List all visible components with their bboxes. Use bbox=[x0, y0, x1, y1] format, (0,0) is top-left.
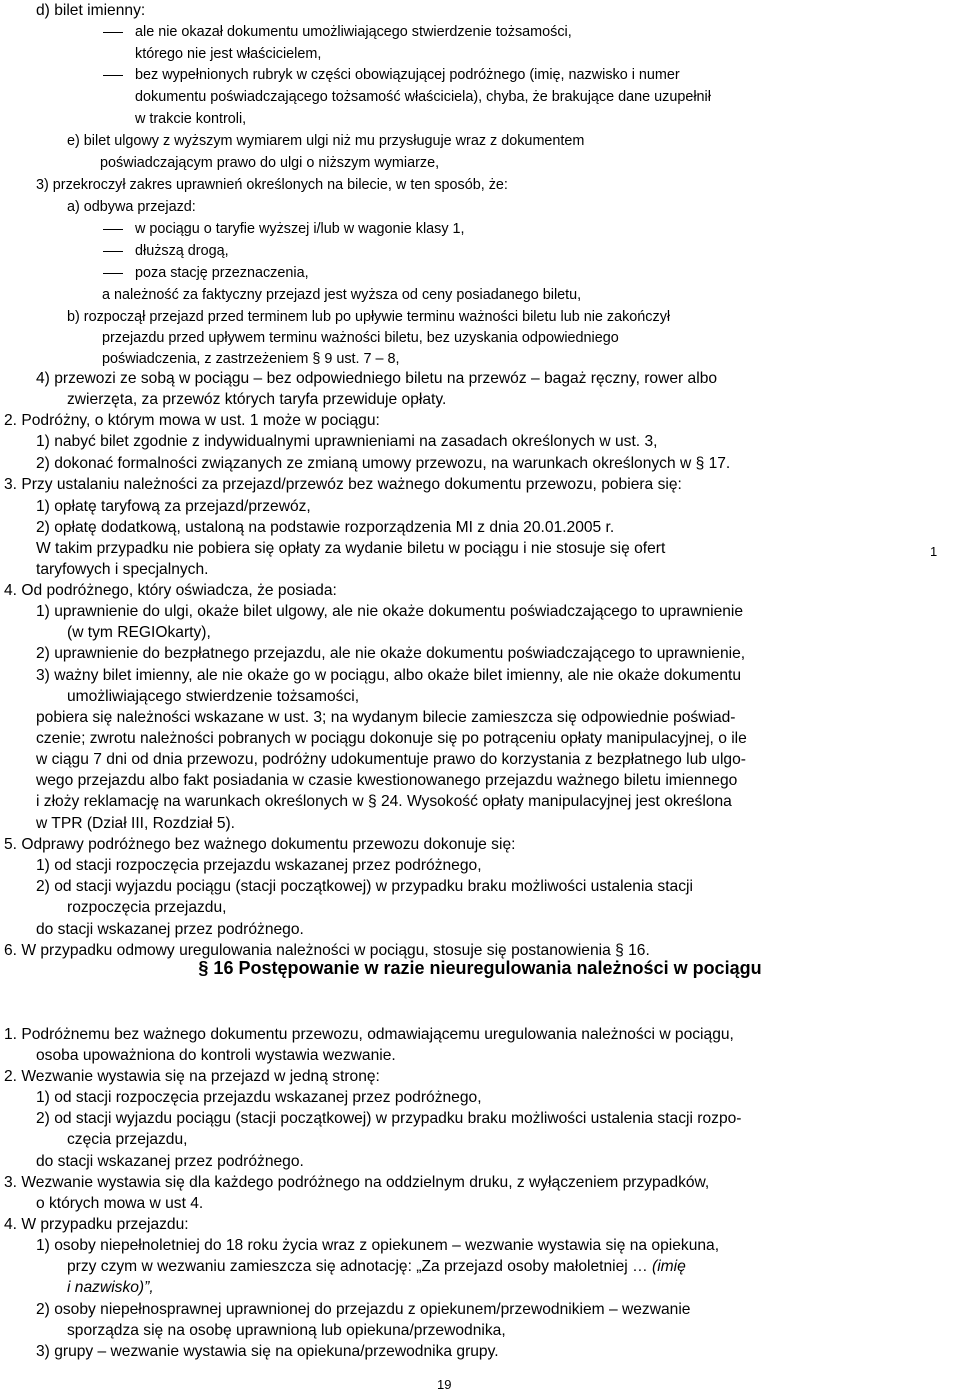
text-line: 3. Przy ustalaniu należności za przejazd/przewóz bez ważnego dokumentu przewozu, pobiera się: bbox=[4, 476, 682, 493]
text-line: osoba upoważniona do kontroli wystawia wezwanie. bbox=[36, 1047, 396, 1064]
text-line: 3) grupy – wezwanie wystawia się na opiekuna/przewodnika grupy. bbox=[36, 1343, 499, 1360]
text-line: do stacji wskazanej przez podróżnego. bbox=[36, 921, 304, 938]
text-line: częcia przejazdu, bbox=[67, 1131, 188, 1148]
text-line: i złoży reklamację na warunkach określonych w § 24. Wysokość opłaty manipulacyjnej jest określona bbox=[36, 793, 732, 810]
text-line: 3) ważny bilet imienny, ale nie okaże go w pociągu, albo okaże bilet imienny, ale nie okaże dokumentu bbox=[36, 667, 742, 684]
dash-bullet-icon bbox=[103, 75, 123, 76]
text-line: taryfowych i specjalnych. bbox=[36, 561, 209, 578]
text-line bbox=[67, 1256, 686, 1278]
dash-bullet-icon bbox=[103, 273, 123, 274]
text-line: 1) uprawnienie do ulgi, okaże bilet ulgowy, ale nie okaże dokumentu poświadczającego to uprawnienie bbox=[36, 603, 744, 620]
text-line: umożliwiającego stwierdzenie tożsamości, bbox=[67, 688, 360, 705]
text-line: wego przejazdu albo fakt posiadania w czasie kwestionowanego przejazdu ważnego biletu imiennego bbox=[36, 772, 738, 789]
dash-bullet-icon bbox=[103, 32, 123, 33]
text-line: 1) od stacji rozpoczęcia przejazdu wskazanej przez podróżnego, bbox=[36, 857, 482, 874]
text-line: bez wypełnionych rubryk w części obowiązującej podróżnego (imię, nazwisko i numer bbox=[135, 67, 680, 83]
text-line: do stacji wskazanej przez podróżnego. bbox=[36, 1153, 304, 1170]
dash-bullet-icon bbox=[103, 251, 123, 252]
text-line: 1. Podróżnemu bez ważnego dokumentu przewozu, odmawiającemu uregulowania należności w pociągu, bbox=[4, 1026, 734, 1043]
text-line: 1) nabyć bilet zgodnie z indywidualnymi uprawnieniami na zasadach określonych w ust. 3, bbox=[36, 433, 658, 450]
text-line: 4) przewozi ze sobą w pociągu – bez odpowiedniego biletu na przewóz – bagaż ręczny, rower albo bbox=[36, 370, 718, 387]
text-line: 2. Wezwanie wystawia się na przejazd w jedną stronę: bbox=[4, 1068, 380, 1085]
text-line: zwierzęta, za przewóz których taryfa przewiduje opłaty. bbox=[67, 391, 447, 408]
text-line: i nazwisko)”, bbox=[67, 1279, 154, 1296]
text-line: 4. W przypadku przejazdu: bbox=[4, 1216, 189, 1233]
text-line: 1) od stacji rozpoczęcia przejazdu wskazanej przez podróżnego, bbox=[36, 1089, 482, 1106]
text-line: poza stację przeznaczenia, bbox=[135, 265, 309, 281]
text-line: przejazdu przed upływem terminu ważności biletu, bez uzyskania odpowiedniego bbox=[102, 330, 619, 346]
text-line: 1) opłatę taryfową za przejazd/przewóz, bbox=[36, 498, 311, 515]
text-line: sporządza się na osobę uprawnioną lub opiekuna/przewodnika, bbox=[67, 1322, 506, 1339]
text-line: 2) od stacji wyjazdu pociągu (stacji początkowej) w przypadku braku możliwości ustalenia stacji bbox=[36, 878, 693, 895]
text-line: w ciągu 7 dni od dnia przewozu, podróżny udokumentuje prawo do korzystania z bezpłatnego lub ulgo- bbox=[36, 751, 746, 768]
text-line: pobiera się należności wskazane w ust. 3; na wydanym bilecie zamieszcza się odpowiednie poświad- bbox=[36, 709, 736, 726]
text-line: ale nie okazał dokumentu umożliwiającego stwierdzenie tożsamości, bbox=[135, 24, 572, 40]
text-line: poświadczającym prawo do ulgi o niższym wymiarze, bbox=[100, 155, 440, 171]
text-line: o których mowa w ust 4. bbox=[36, 1195, 204, 1212]
text-line: d) bilet imienny: bbox=[36, 2, 146, 19]
text-line: 2) dokonać formalności związanych ze zmianą umowy przewozu, na warunkach określonych w § 17. bbox=[36, 455, 731, 472]
text-line: (w tym REGIOkarty), bbox=[67, 624, 211, 641]
text-line: poświadczenia, z zastrzeżeniem § 9 ust. 7 – 8, bbox=[102, 351, 400, 367]
text-line: e) bilet ulgowy z wyższym wymiarem ulgi niż mu przysługuje wraz z dokumentem bbox=[67, 133, 585, 149]
section-heading: § 16 Postępowanie w razie nieuregulowania należności w pociągu bbox=[198, 958, 762, 978]
text-line: 3. Wezwanie wystawia się dla każdego podróżnego na oddzielnym druku, z wyłączeniem przypadków, bbox=[4, 1174, 710, 1191]
text-line: 4. Od podróżnego, który oświadcza, że posiada: bbox=[4, 582, 337, 599]
text-line: a) odbywa przejazd: bbox=[67, 199, 196, 215]
text-line: w pociągu o taryfie wyższej i/lub w wagonie klasy 1, bbox=[135, 221, 465, 237]
text-line: w TPR (Dział III, Rozdział 5). bbox=[36, 815, 236, 832]
page-number: 19 bbox=[437, 1377, 452, 1392]
text-line: dłuższą drogą, bbox=[135, 243, 229, 259]
text-line: 2) osoby niepełnosprawnej uprawnionej do przejazdu z opiekunem/przewodnikiem – wezwanie bbox=[36, 1301, 691, 1318]
text-line: 5. Odprawy podróżnego bez ważnego dokumentu przewozu dokonuje się: bbox=[4, 836, 516, 853]
text-line: 2. Podróżny, o którym mowa w ust. 1 może w pociągu: bbox=[4, 412, 380, 429]
text-line: 3) przekroczył zakres uprawnień określonych na bilecie, w ten sposób, że: bbox=[36, 177, 508, 193]
text-line: rozpoczęcia przejazdu, bbox=[67, 899, 227, 916]
text-line: W takim przypadku nie pobiera się opłaty za wydanie biletu w pociągu i nie stosuje się ofert bbox=[36, 540, 666, 557]
text-line: w trakcie kontroli, bbox=[135, 111, 247, 127]
text-line: dokumentu poświadczającego tożsamość właściciela), chyba, że brakujące dane uzupełnił bbox=[135, 89, 711, 105]
text-line: 1) osoby niepełnoletniej do 18 roku życia wraz z opiekunem – wezwanie wystawia się na opiekuna, bbox=[36, 1237, 720, 1254]
side-marker: 1 bbox=[930, 544, 938, 559]
dash-bullet-icon bbox=[103, 229, 123, 230]
text-line: 2) uprawnienie do bezpłatnego przejazdu, ale nie okaże dokumentu poświadczającego to uprawnienie, bbox=[36, 645, 746, 662]
italic-span: (imię bbox=[652, 1258, 686, 1275]
text-line: 6. W przypadku odmowy uregulowania należności w pociągu, stosuje się postanowienia § 16. bbox=[4, 942, 650, 959]
text-line: czenie; zwrotu należności pobranych w pociągu dokonuje się po potrąceniu opłaty manipulacyjnej, o ile bbox=[36, 730, 747, 747]
text-span: przy czym w wezwaniu zamieszcza się adnotację: „Za przejazd osoby małoletniej … bbox=[67, 1258, 652, 1275]
text-line: b) rozpoczął przejazd przed terminem lub po upływie terminu ważności biletu lub nie zakończył bbox=[67, 309, 671, 325]
text-line: a należność za faktyczny przejazd jest wyższa od ceny posiadanego biletu, bbox=[102, 287, 582, 303]
text-line: 2) od stacji wyjazdu pociągu (stacji początkowej) w przypadku braku możliwości ustalenia stacji rozpo- bbox=[36, 1110, 742, 1127]
text-line: którego nie jest właścicielem, bbox=[135, 46, 322, 62]
text-line: 2) opłatę dodatkową, ustaloną na podstawie rozporządzenia MI z dnia 20.01.2005 r. bbox=[36, 519, 615, 536]
